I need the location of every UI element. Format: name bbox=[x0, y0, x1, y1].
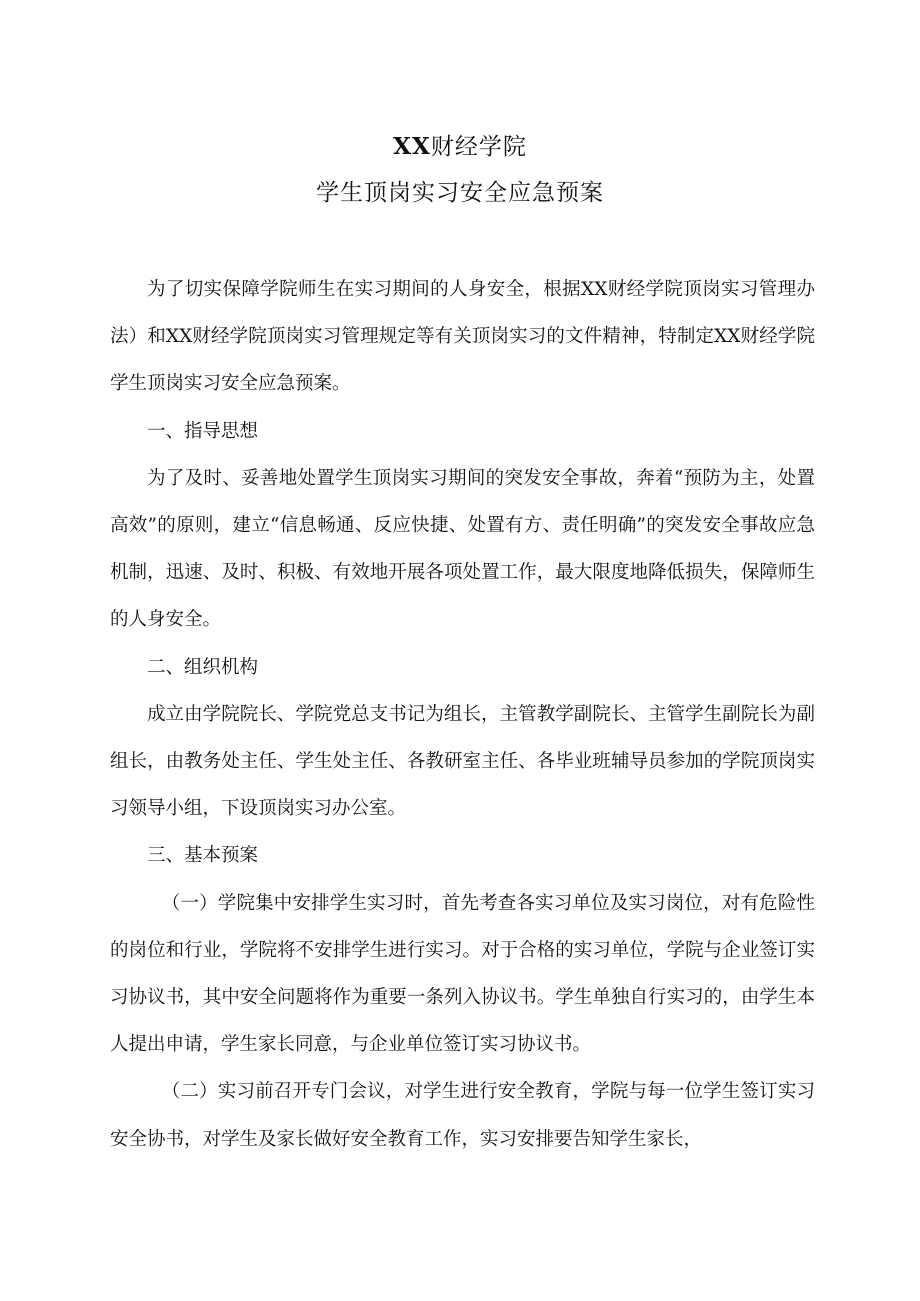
intro-paragraph: 为了切实保障学院师生在实习期间的人身安全，根据XX财经学院顶岗实习管理办法）和XX财经学院顶岗实习管理规定等有关顶岗实习的文件精神，特制定XX财经学院学生顶岗实习安全应急预案。 bbox=[110, 279, 815, 395]
section-heading-basic-plan: 三、基本预案 bbox=[147, 845, 259, 867]
section-heading-guiding-principle: 一、指导思想 bbox=[147, 420, 259, 442]
guiding-principle-paragraph: 为了及时、妥善地处置学生顶岗实习期间的突发安全事故，奔着“预防为主，处置高效”的原则，建立“信息畅通、反应快捷、处置有方、责任明确”的突发安全事故应急机制，迅速、及时、积极、有效地开展各项处置工作，最大限度地降低损失，保障师生的人身安全。 bbox=[110, 467, 815, 631]
section-heading-organization: 二、组织机构 bbox=[147, 656, 259, 678]
organization-paragraph: 成立由学院院长、学院党总支书记为组长，主管教学副院长、主管学生副院长为副组长，由教务处主任、学生处主任、各教研室主任、各毕业班辅导员参加的学院顶岗实习领导小组，下设顶岗实习办公室。 bbox=[110, 703, 815, 820]
title-prefix: XX bbox=[393, 133, 431, 160]
document-title-institution bbox=[0, 128, 920, 161]
title-institution-name: 财经学院 bbox=[430, 134, 527, 160]
document-title: 学生顶岗实习安全应急预案 bbox=[316, 180, 604, 206]
document-body bbox=[110, 266, 815, 1163]
basic-plan-item-2: （二）实习前召开专门会议，对学生进行安全教育，学院与每一位学生签订实习安全协书，对学生及家长做好安全教育工作，实习安排要告知学生家长， bbox=[110, 1081, 815, 1150]
basic-plan-item-1: （一）学院集中安排学生实习时，首先考查各实习单位及实习岗位，对有危险性的岗位和行业，学院将不安排学生进行实习。对于合格的实习单位，学院与企业签订实习协议书，其中安全问题将作为重要一条列入协议书。学生单独自行实习的，由学生本人提出申请，学生家长同意，与企业单位签订实习协议书。 bbox=[110, 892, 815, 1056]
